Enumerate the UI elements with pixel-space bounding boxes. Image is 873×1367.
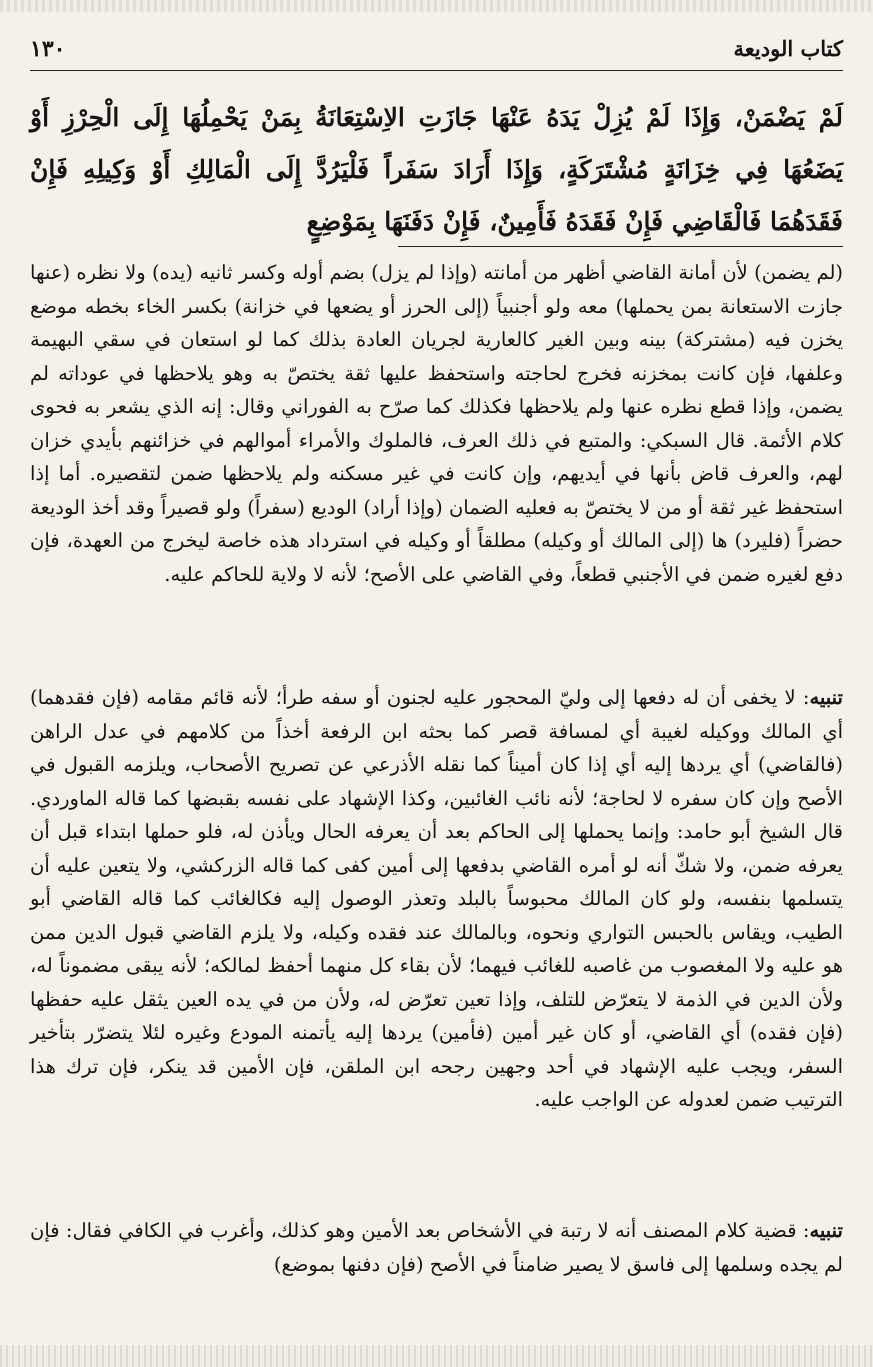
tanbih-label: تنبيه — [809, 1219, 843, 1242]
main-text-matn: لَمْ يَضْمَنْ، وَإِذَا لَمْ يُزِلْ يَدَهُ عَنْهَا جَازَتِ الاِسْتِعَانَةُ بِمَنْ يَحْمِلُهَا إِلَى الْحِرْزِ أَوْ يَضَعُهَا فِي خِزَانَةٍ مُشْتَرَكَةٍ، وَإِذَا أَرَادَ سَفَراً فَلْيَرُدَّ إِلَى الْمَالِكِ أَوْ وَكِيلِهِ فَإِنْ فَقَدَهُمَا فَالْقَاضِي فَإِنْ فَقَدَهُ فَأَمِينٌ، فَإِنْ دَفَنَهَا بِمَوْضِعٍ — [30, 103, 843, 236]
chapter-title: كتاب الوديعة — [733, 36, 843, 61]
tanbih-label: تنبيه — [809, 686, 843, 709]
matn-separator-line — [398, 246, 843, 247]
scan-top-edge — [0, 0, 873, 12]
commentary-paragraph-2 — [30, 681, 843, 1117]
commentary-text: (لم يضمن) لأن أمانة القاضي أظهر من أمانته (وإذا لم يزل) بضم أوله وكسر ثانيه (يده) ولا نظره (عنها جازت الاستعانة بمن يحملها) معه ولو أجنبياً (إلى الحرز أو يضعها في خزانة) بكسر الخاء بخطه موضع يخزن فيه (مشتركة) بينه وبين الغير كالعارية لجريان العادة بذلك كما لو استعان في سقي البهيمة وعلفها، فإن كانت بمخزنه فخرج لحاجته واستحفظ عليها ثقة يختصّ به وهو يلاحظها في عوداته لم يضمن، وإذا قطع نظره عنها ولم يلاحظها فكذلك كما صرّح به الفوراني وقال: إنه الذي يشعر به فحوى كلام الأئمة. قال السبكي: والمتبع في ذلك العرف، فالملوك والأمراء أموالهم في خزائنهم بأيدي خزان لهم، والعرف قاض بأنها في أيديهم، وإن كانت في غير مسكنه ولم يلاحظها ضمن لتقصيره. أما إذا استحفظ غير ثقة أو من لا يختصّ به فعليه الضمان (وإذا أراد) الوديع (سفراً) ولو قصيراً وقد أخذ الوديعة حضراً (فليرد) ها (إلى المالك أو وكيله) مطلقاً أو وكيله في استرداد هذه خاصة ليخرج من العهدة، فإن دفع لغيره ضمن في الأجنبي قطعاً، وفي القاضي على الأصح؛ لأنه لا ولاية للحاكم عليه. — [30, 261, 843, 586]
tanbih-text: : قضية كلام المصنف أنه لا رتبة في الأشخاص بعد الأمين وهو كذلك، وأغرب في الكافي فقال: فإن لم يجده وسلمها إلى فاسق لا يصير ضامناً في الأصح (فإن دفنها بموضع) — [30, 1219, 843, 1276]
page-header — [30, 34, 843, 71]
commentary-paragraph-1 — [30, 256, 843, 591]
tanbih-text: : لا يخفى أن له دفعها إلى وليّ المحجور عليه لجنون أو سفه طرأ؛ لأنه قائم مقامه (فإن فقدهما) أي المالك ووكيله لغيبة أي لمسافة قصر كما بحثه ابن الرفعة أخذاً من كلامهم في عدل الراهن (فالقاضي) أي يردها إليه أي إذا كان أميناً كما نقله الأذرعي عن تصريح الأصحاب، ويلزمه القبول في الأصح وإن كان سفره لا لحاجة؛ لأنه نائب الغائبين، وكذا الإشهاد على نفسه بقبضها كما قاله الماوردي. قال الشيخ أبو حامد: وإنما يحملها إلى الحاكم بعد أن يعرفه الحال ويأذن له، فلو حملها ابتداء قبل أن يعرفه ضمن، ولا شكّ أنه لو أمره القاضي بدفعها إلى أمين كفى كما قاله الزركشي، ولا يتعين عليه أن يتسلمها بنفسه، ولو كان المالك محبوساً بالبلد وتعذر الوصول إليه فكالغائب كما قاله القاضي أبو الطيب، ويقاس بالحبس التواري ونحوه، وبالمالك عند فقده وكيله، ولا يلزم القاضي قبول الدين ممن هو عليه ولا المغصوب من غاصبه للغائب فيهما؛ لأن بقاء كل منهما أحفظ لمالكه؛ لأنه يبقى مضموناً له، ولأن الدين في الذمة لا يتعرّض للتلف، وإذا تعين تعرّض له، ولأن من في يده العين يثقل عليه حفظها (فإن فقده) أي القاضي، أو كان غير أمين (فأمين) يردها إليه يأتمنه المودع وغيره لئلا يتضرّر بتأخير السفر، ويجب عليه الإشهاد في أحد وجهين رجحه ابن الملقن، فإن الأمين قد ينكر، فإن ترك هذا الترتيب ضمن لعدوله عن الواجب عليه. — [30, 686, 843, 1111]
commentary-paragraph-3 — [30, 1214, 843, 1281]
page-number: ١٣٠ — [30, 36, 66, 62]
scan-bottom-edge — [0, 1345, 873, 1367]
